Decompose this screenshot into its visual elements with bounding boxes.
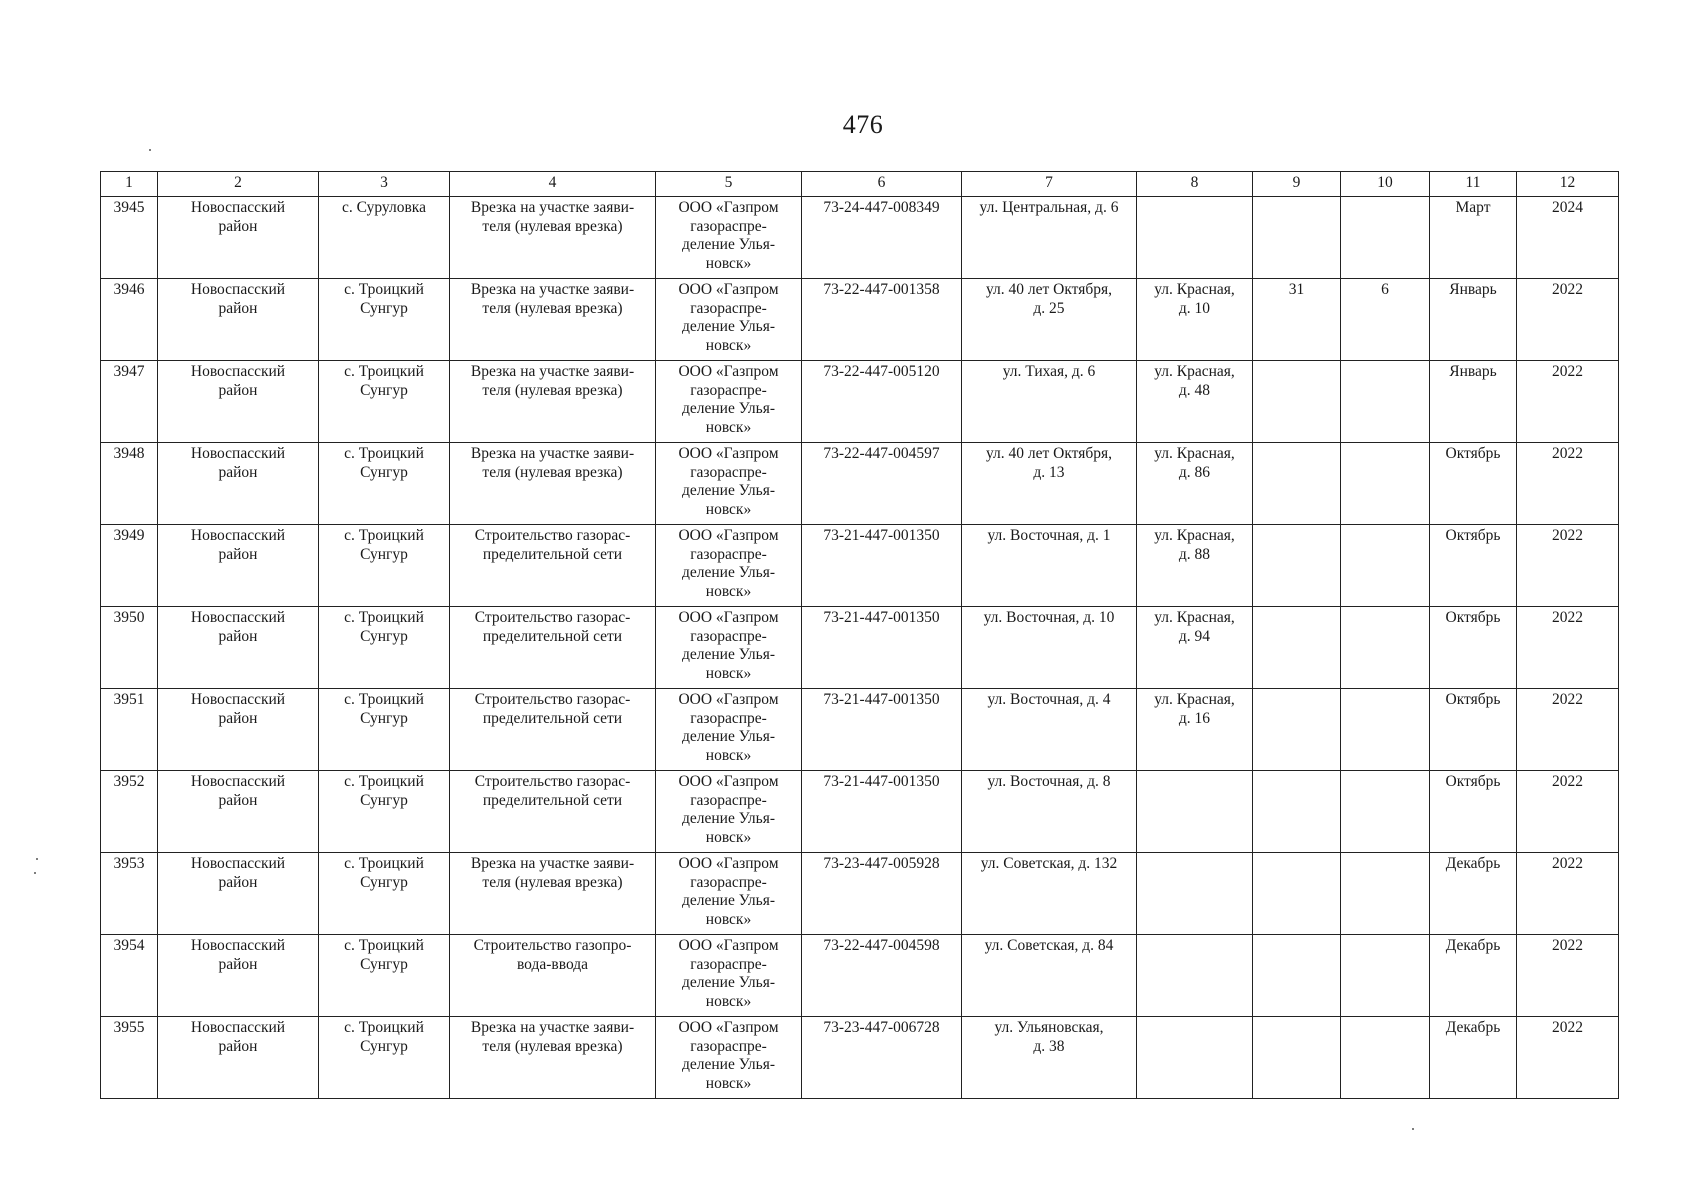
cell-value-10	[1341, 197, 1430, 279]
cell-year: 2022	[1517, 607, 1619, 689]
cell-value-9	[1253, 361, 1341, 443]
cell-work-type: Строительство газорас- пределительной сети	[450, 689, 656, 771]
cell-row-number: 3953	[101, 853, 158, 935]
cell-district: Новоспасский район	[158, 525, 319, 607]
scan-speck	[149, 149, 151, 151]
cell-connection-address: ул. Красная, д. 94	[1137, 607, 1253, 689]
cell-work-type: Строительство газопро- вода-ввода	[450, 935, 656, 1017]
cell-work-type: Врезка на участке заяви- теля (нулевая врезка)	[450, 361, 656, 443]
cell-connection-address: ул. Красная, д. 86	[1137, 443, 1253, 525]
cell-row-number: 3951	[101, 689, 158, 771]
cell-year: 2022	[1517, 1017, 1619, 1099]
cell-organization: ООО «Газпром газораспре- деление Улья- новск»	[656, 443, 802, 525]
cell-district: Новоспасский район	[158, 771, 319, 853]
cell-connection-address	[1137, 197, 1253, 279]
column-header-4: 4	[450, 172, 656, 197]
cell-year: 2022	[1517, 443, 1619, 525]
cell-month: Декабрь	[1430, 935, 1517, 1017]
column-header-3: 3	[319, 172, 450, 197]
cell-connection-address	[1137, 771, 1253, 853]
cell-value-9	[1253, 853, 1341, 935]
column-header-7: 7	[962, 172, 1137, 197]
cell-month: Декабрь	[1430, 853, 1517, 935]
table-row	[101, 935, 1619, 1017]
cell-district: Новоспасский район	[158, 279, 319, 361]
cell-address: ул. Ульяновская, д. 38	[962, 1017, 1137, 1099]
column-header-12: 12	[1517, 172, 1619, 197]
cell-district: Новоспасский район	[158, 443, 319, 525]
cell-district: Новоспасский район	[158, 197, 319, 279]
cell-value-9	[1253, 607, 1341, 689]
cell-address: ул. Восточная, д. 1	[962, 525, 1137, 607]
cell-district: Новоспасский район	[158, 853, 319, 935]
column-header-10: 10	[1341, 172, 1430, 197]
cell-row-number: 3946	[101, 279, 158, 361]
scan-speck	[36, 858, 38, 860]
cell-work-type: Строительство газорас- пределительной сети	[450, 525, 656, 607]
cell-object-code: 73-21-447-001350	[802, 525, 962, 607]
cell-address: ул. Восточная, д. 4	[962, 689, 1137, 771]
cell-settlement: с. Троицкий Сунгур	[319, 935, 450, 1017]
cell-district: Новоспасский район	[158, 361, 319, 443]
cell-district: Новоспасский район	[158, 689, 319, 771]
table-row	[101, 1017, 1619, 1099]
cell-address: ул. 40 лет Октября, д. 25	[962, 279, 1137, 361]
cell-value-10	[1341, 607, 1430, 689]
cell-organization: ООО «Газпром газораспре- деление Улья- новск»	[656, 607, 802, 689]
cell-settlement: с. Троицкий Сунгур	[319, 443, 450, 525]
table-row	[101, 361, 1619, 443]
cell-month: Октябрь	[1430, 525, 1517, 607]
cell-organization: ООО «Газпром газораспре- деление Улья- новск»	[656, 525, 802, 607]
table-row	[101, 443, 1619, 525]
cell-row-number: 3947	[101, 361, 158, 443]
cell-value-10	[1341, 935, 1430, 1017]
cell-value-9	[1253, 443, 1341, 525]
cell-value-10: 6	[1341, 279, 1430, 361]
cell-settlement: с. Троицкий Сунгур	[319, 689, 450, 771]
cell-value-10	[1341, 443, 1430, 525]
cell-value-10	[1341, 525, 1430, 607]
table-row	[101, 279, 1619, 361]
cell-object-code: 73-22-447-004598	[802, 935, 962, 1017]
cell-organization: ООО «Газпром газораспре- деление Улья- новск»	[656, 853, 802, 935]
cell-object-code: 73-22-447-004597	[802, 443, 962, 525]
cell-organization: ООО «Газпром газораспре- деление Улья- новск»	[656, 361, 802, 443]
cell-object-code: 73-22-447-001358	[802, 279, 962, 361]
cell-connection-address: ул. Красная, д. 10	[1137, 279, 1253, 361]
cell-object-code: 73-21-447-001350	[802, 689, 962, 771]
cell-settlement: с. Троицкий Сунгур	[319, 853, 450, 935]
table-row	[101, 689, 1619, 771]
cell-work-type: Врезка на участке заяви- теля (нулевая врезка)	[450, 279, 656, 361]
cell-row-number: 3955	[101, 1017, 158, 1099]
table-row	[101, 607, 1619, 689]
cell-address: ул. Тихая, д. 6	[962, 361, 1137, 443]
cell-organization: ООО «Газпром газораспре- деление Улья- новск»	[656, 689, 802, 771]
cell-value-9	[1253, 1017, 1341, 1099]
cell-address: ул. 40 лет Октября, д. 13	[962, 443, 1137, 525]
cell-row-number: 3949	[101, 525, 158, 607]
cell-district: Новоспасский район	[158, 1017, 319, 1099]
cell-address: ул. Советская, д. 84	[962, 935, 1137, 1017]
cell-month: Октябрь	[1430, 607, 1517, 689]
scan-speck	[34, 872, 36, 874]
cell-value-9	[1253, 689, 1341, 771]
cell-work-type: Врезка на участке заяви- теля (нулевая врезка)	[450, 443, 656, 525]
table-row	[101, 197, 1619, 279]
cell-value-10	[1341, 853, 1430, 935]
cell-year: 2024	[1517, 197, 1619, 279]
cell-address: ул. Восточная, д. 8	[962, 771, 1137, 853]
cell-year: 2022	[1517, 935, 1619, 1017]
column-header-1: 1	[101, 172, 158, 197]
cell-connection-address: ул. Красная, д. 88	[1137, 525, 1253, 607]
cell-settlement: с. Троицкий Сунгур	[319, 525, 450, 607]
cell-row-number: 3945	[101, 197, 158, 279]
column-header-11: 11	[1430, 172, 1517, 197]
cell-connection-address: ул. Красная, д. 48	[1137, 361, 1253, 443]
cell-address: ул. Центральная, д. 6	[962, 197, 1137, 279]
cell-value-9	[1253, 197, 1341, 279]
cell-connection-address	[1137, 935, 1253, 1017]
register-table	[100, 171, 1619, 1099]
cell-district: Новоспасский район	[158, 935, 319, 1017]
cell-month: Октябрь	[1430, 771, 1517, 853]
column-header-8: 8	[1137, 172, 1253, 197]
cell-value-10	[1341, 689, 1430, 771]
cell-object-code: 73-21-447-001350	[802, 771, 962, 853]
cell-row-number: 3952	[101, 771, 158, 853]
cell-settlement: с. Троицкий Сунгур	[319, 361, 450, 443]
cell-value-10	[1341, 771, 1430, 853]
cell-address: ул. Восточная, д. 10	[962, 607, 1137, 689]
cell-settlement: с. Троицкий Сунгур	[319, 771, 450, 853]
table-body	[101, 197, 1619, 1099]
cell-value-9: 31	[1253, 279, 1341, 361]
cell-connection-address	[1137, 853, 1253, 935]
cell-value-9	[1253, 525, 1341, 607]
page-number: 476	[842, 110, 884, 139]
cell-object-code: 73-21-447-001350	[802, 607, 962, 689]
cell-value-10	[1341, 361, 1430, 443]
table-header	[101, 172, 1619, 197]
cell-address: ул. Советская, д. 132	[962, 853, 1137, 935]
cell-work-type: Строительство газорас- пределительной сети	[450, 607, 656, 689]
cell-settlement: с. Троицкий Сунгур	[319, 1017, 450, 1099]
cell-work-type: Врезка на участке заяви- теля (нулевая врезка)	[450, 1017, 656, 1099]
cell-month: Декабрь	[1430, 1017, 1517, 1099]
cell-value-9	[1253, 771, 1341, 853]
cell-value-9	[1253, 935, 1341, 1017]
cell-year: 2022	[1517, 689, 1619, 771]
cell-month: Март	[1430, 197, 1517, 279]
cell-object-code: 73-22-447-005120	[802, 361, 962, 443]
cell-work-type: Врезка на участке заяви- теля (нулевая врезка)	[450, 853, 656, 935]
cell-organization: ООО «Газпром газораспре- деление Улья- новск»	[656, 197, 802, 279]
header-row	[101, 172, 1619, 197]
cell-row-number: 3950	[101, 607, 158, 689]
cell-value-10	[1341, 1017, 1430, 1099]
cell-organization: ООО «Газпром газораспре- деление Улья- новск»	[656, 935, 802, 1017]
cell-organization: ООО «Газпром газораспре- деление Улья- новск»	[656, 279, 802, 361]
cell-year: 2022	[1517, 853, 1619, 935]
column-header-9: 9	[1253, 172, 1341, 197]
cell-row-number: 3954	[101, 935, 158, 1017]
cell-object-code: 73-24-447-008349	[802, 197, 962, 279]
cell-month: Январь	[1430, 361, 1517, 443]
cell-year: 2022	[1517, 279, 1619, 361]
scan-speck	[1412, 1128, 1414, 1130]
cell-settlement: с. Троицкий Сунгур	[319, 279, 450, 361]
cell-month: Январь	[1430, 279, 1517, 361]
cell-organization: ООО «Газпром газораспре- деление Улья- новск»	[656, 1017, 802, 1099]
cell-row-number: 3948	[101, 443, 158, 525]
column-header-2: 2	[158, 172, 319, 197]
cell-month: Октябрь	[1430, 689, 1517, 771]
column-header-5: 5	[656, 172, 802, 197]
cell-connection-address	[1137, 1017, 1253, 1099]
cell-organization: ООО «Газпром газораспре- деление Улья- новск»	[656, 771, 802, 853]
cell-settlement: с. Троицкий Сунгур	[319, 607, 450, 689]
cell-year: 2022	[1517, 361, 1619, 443]
cell-work-type: Врезка на участке заяви- теля (нулевая врезка)	[450, 197, 656, 279]
cell-year: 2022	[1517, 525, 1619, 607]
cell-object-code: 73-23-447-005928	[802, 853, 962, 935]
cell-district: Новоспасский район	[158, 607, 319, 689]
cell-month: Октябрь	[1430, 443, 1517, 525]
column-header-6: 6	[802, 172, 962, 197]
table-row	[101, 853, 1619, 935]
cell-object-code: 73-23-447-006728	[802, 1017, 962, 1099]
table-row	[101, 771, 1619, 853]
cell-connection-address: ул. Красная, д. 16	[1137, 689, 1253, 771]
cell-work-type: Строительство газорас- пределительной сети	[450, 771, 656, 853]
cell-year: 2022	[1517, 771, 1619, 853]
table-row	[101, 525, 1619, 607]
cell-settlement: с. Суруловка	[319, 197, 450, 279]
